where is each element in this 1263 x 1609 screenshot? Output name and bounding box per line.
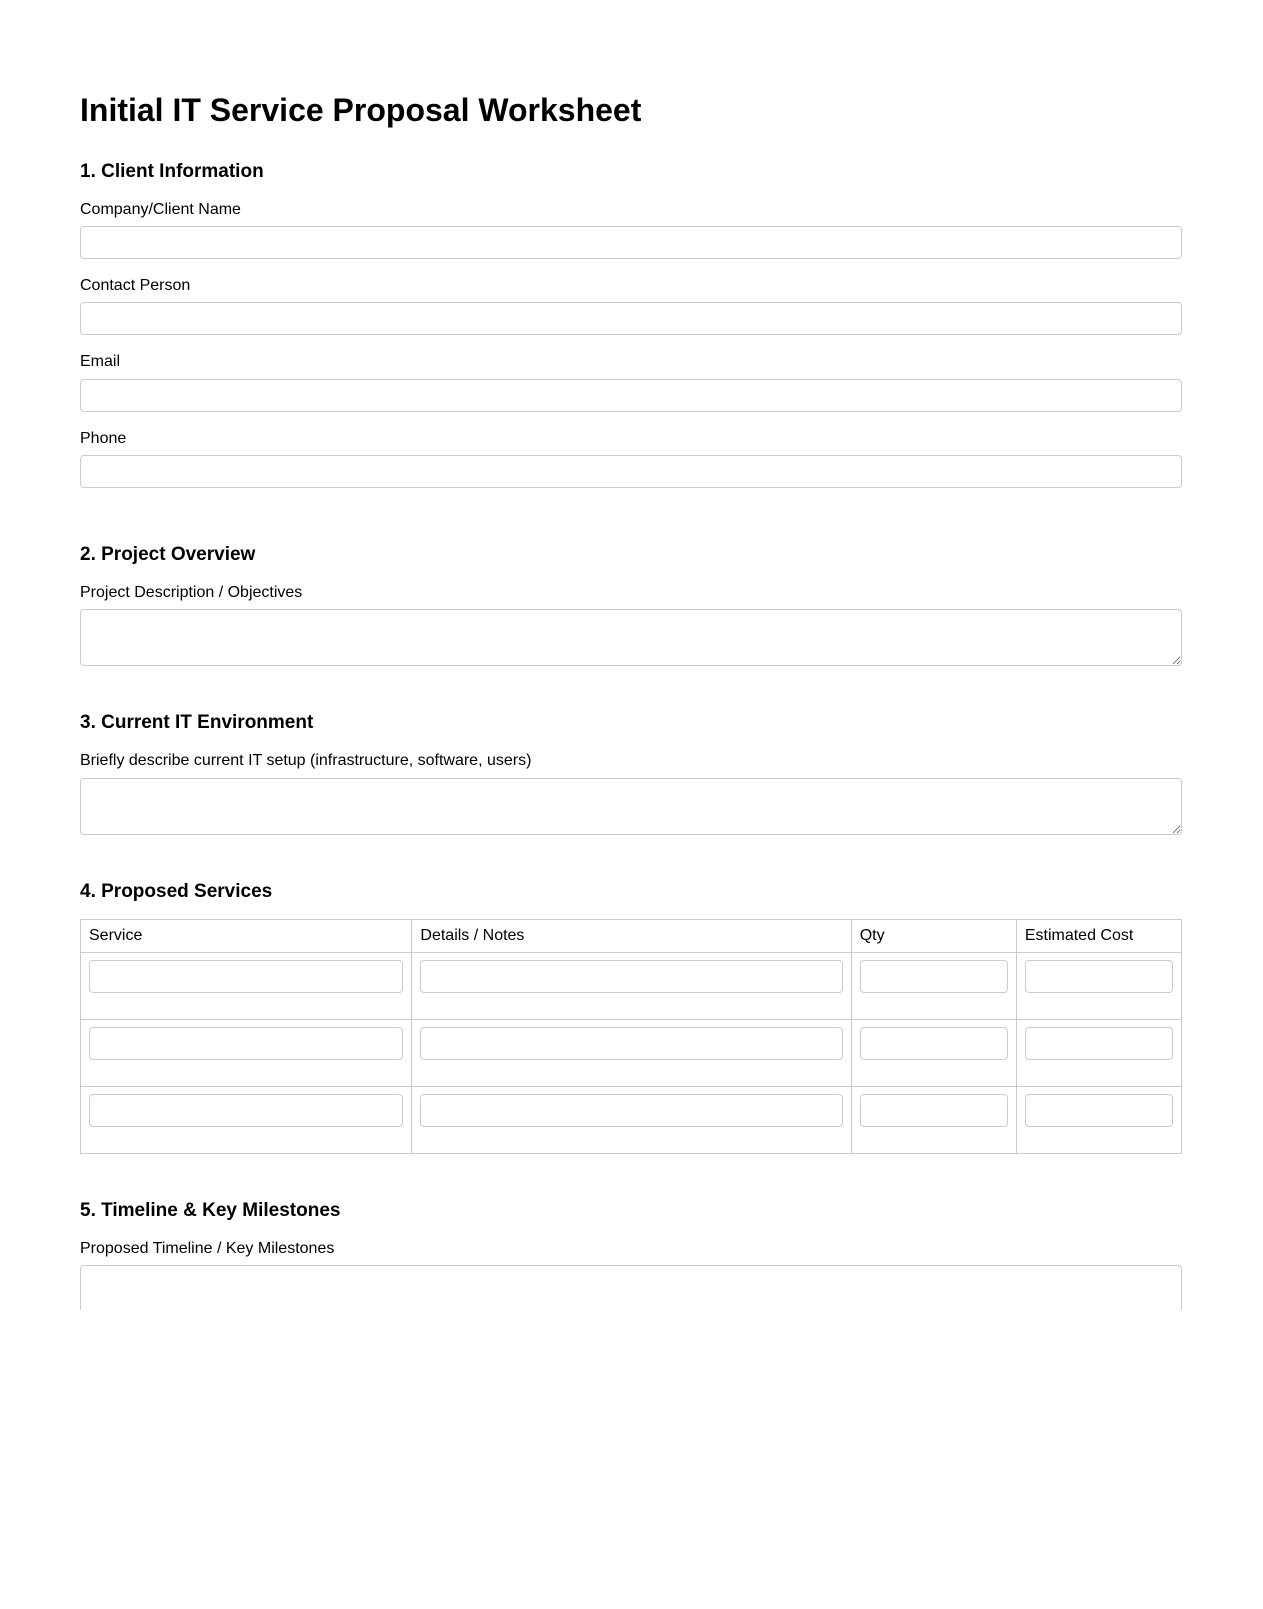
current-it-setup-field-group bbox=[80, 752, 1182, 834]
project-description-textarea[interactable] bbox=[80, 609, 1182, 666]
qty-input-1[interactable] bbox=[860, 960, 1008, 993]
phone-input[interactable] bbox=[80, 455, 1182, 488]
services-table-header-row bbox=[81, 919, 1182, 952]
email-label: Email bbox=[80, 353, 121, 371]
timeline-textarea[interactable] bbox=[80, 1265, 1182, 1310]
service-input-2[interactable] bbox=[89, 1027, 403, 1060]
email-field-group bbox=[80, 353, 1182, 411]
section-current-it-environment bbox=[80, 712, 1182, 834]
details-notes-input-1[interactable] bbox=[420, 960, 842, 993]
proposed-services-heading: 4. Proposed Services bbox=[80, 880, 273, 902]
services-table-row-1 bbox=[81, 952, 1182, 1019]
company-name-field-group bbox=[80, 201, 1182, 259]
details-notes-input-2[interactable] bbox=[420, 1027, 842, 1060]
section-proposed-services bbox=[80, 881, 1182, 1154]
phone-field-group bbox=[80, 430, 1182, 488]
company-name-label: Company/Client Name bbox=[80, 200, 241, 218]
contact-person-label: Contact Person bbox=[80, 277, 191, 295]
project-description-label: Project Description / Objectives bbox=[80, 584, 303, 602]
qty-input-3[interactable] bbox=[860, 1094, 1008, 1127]
estimated-cost-input-2[interactable] bbox=[1025, 1027, 1173, 1060]
current-it-setup-textarea[interactable] bbox=[80, 778, 1182, 835]
column-header-qty: Qty bbox=[851, 919, 1016, 952]
column-header-service: Service bbox=[81, 919, 412, 952]
company-name-input[interactable] bbox=[80, 226, 1182, 259]
services-table-row-3 bbox=[81, 1086, 1182, 1153]
contact-person-field-group bbox=[80, 277, 1182, 335]
qty-input-2[interactable] bbox=[860, 1027, 1008, 1060]
email-input[interactable] bbox=[80, 379, 1182, 412]
details-notes-input-3[interactable] bbox=[420, 1094, 842, 1127]
services-table-row-2 bbox=[81, 1019, 1182, 1086]
phone-label: Phone bbox=[80, 429, 127, 447]
current-it-setup-label: Briefly describe current IT setup (infrastructure, software, users) bbox=[80, 752, 532, 770]
service-input-1[interactable] bbox=[89, 960, 403, 993]
current-it-environment-heading: 3. Current IT Environment bbox=[80, 712, 314, 734]
service-input-3[interactable] bbox=[89, 1094, 403, 1127]
section-project-overview bbox=[80, 544, 1182, 666]
client-information-heading: 1. Client Information bbox=[80, 160, 264, 182]
section-timeline-milestones bbox=[80, 1200, 1182, 1310]
estimated-cost-input-3[interactable] bbox=[1025, 1094, 1173, 1127]
section-client-information bbox=[80, 161, 1182, 488]
project-description-field-group bbox=[80, 584, 1182, 666]
column-header-estimated-cost: Estimated Cost bbox=[1016, 919, 1181, 952]
project-overview-heading: 2. Project Overview bbox=[80, 544, 256, 566]
page-title: Initial IT Service Proposal Worksheet bbox=[80, 92, 642, 128]
timeline-textarea-clipped-region bbox=[80, 1265, 1182, 1310]
timeline-milestones-heading: 5. Timeline & Key Milestones bbox=[80, 1199, 341, 1221]
timeline-label: Proposed Timeline / Key Milestones bbox=[80, 1239, 335, 1257]
estimated-cost-input-1[interactable] bbox=[1025, 960, 1173, 993]
column-header-details-notes: Details / Notes bbox=[412, 919, 851, 952]
contact-person-input[interactable] bbox=[80, 302, 1182, 335]
proposed-services-table bbox=[80, 919, 1182, 1154]
timeline-field-group bbox=[80, 1240, 1182, 1310]
